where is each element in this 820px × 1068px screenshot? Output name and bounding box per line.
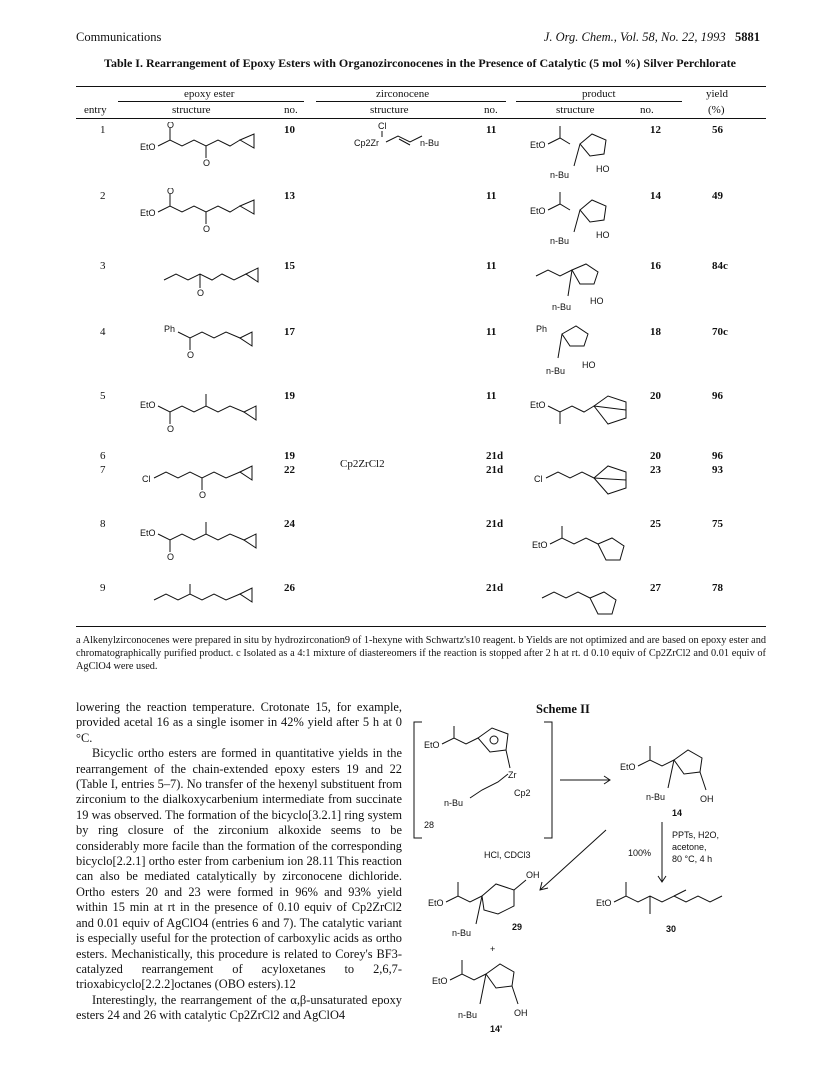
compound-14prime-label: 14' bbox=[490, 1024, 503, 1034]
nbu-label: n-Bu bbox=[552, 302, 572, 312]
zirconocene-compound-number: 11 bbox=[486, 326, 497, 338]
entry-number: 4 bbox=[100, 326, 106, 338]
compound-29-label: 29 bbox=[512, 922, 523, 932]
zirconocene-compound-number: 21d bbox=[486, 518, 504, 530]
product-compound-number: 16 bbox=[650, 260, 661, 272]
product-20-structure bbox=[530, 390, 650, 440]
ester-compound-number: 26 bbox=[284, 582, 295, 594]
eto-label: EtO bbox=[424, 740, 440, 750]
o-label: O bbox=[167, 552, 175, 562]
table-header-rule bbox=[76, 118, 766, 119]
yield-value: 96 bbox=[712, 450, 723, 462]
zirconocene-group-rule bbox=[316, 101, 506, 102]
nbu-label: n-Bu bbox=[444, 798, 464, 808]
ester-compound-number: 13 bbox=[284, 190, 295, 202]
header-zirconocene: zirconocene bbox=[376, 88, 430, 100]
zirconocene-compound-number: 21d bbox=[486, 464, 504, 476]
product-compound-number: 27 bbox=[650, 582, 661, 594]
nbu-label: n-Bu bbox=[550, 236, 570, 246]
col-zr-no: no. bbox=[484, 104, 498, 116]
col-prod-no: no. bbox=[640, 104, 654, 116]
eto-label: EtO bbox=[432, 976, 448, 986]
ho-label: HO bbox=[590, 296, 604, 306]
eto-label: EtO bbox=[620, 762, 636, 772]
epoxy-ester-15-structure bbox=[160, 258, 270, 308]
header-yield: yield bbox=[706, 88, 728, 100]
nbu-label: n-Bu bbox=[550, 170, 570, 180]
col-ester-no: no. bbox=[284, 104, 298, 116]
zr-structure-row6: Cp2ZrCl2 bbox=[340, 458, 385, 470]
product-14-structure bbox=[530, 188, 640, 252]
nbu-label: n-Bu bbox=[458, 1010, 478, 1020]
o-label: O bbox=[197, 288, 205, 298]
table-bottom-rule bbox=[76, 626, 766, 627]
product-compound-number: 20 bbox=[650, 390, 661, 402]
header-epoxy-ester: epoxy ester bbox=[184, 88, 235, 100]
ester-compound-number: 22 bbox=[284, 464, 295, 476]
col-entry: entry bbox=[84, 104, 107, 116]
zirconocene-compound-number: 11 bbox=[486, 124, 497, 136]
o-label: O bbox=[167, 424, 175, 434]
ph-label: Ph bbox=[536, 324, 548, 334]
table-top-rule bbox=[76, 86, 766, 87]
scheme-title: Scheme II bbox=[536, 702, 590, 716]
eto-label: EtO bbox=[532, 540, 548, 550]
table-caption: Table I. Rearrangement of Epoxy Esters with Organozirconocenes in the Presence of Catalytic (5 mol %) Silver Perchlorate bbox=[104, 56, 736, 70]
yield-value: 84c bbox=[712, 260, 728, 272]
zirconocene-compound-number: 11 bbox=[486, 260, 497, 272]
epoxy-ester-17-structure bbox=[164, 318, 274, 368]
yield-value: 75 bbox=[712, 518, 723, 530]
product-18-structure bbox=[536, 318, 646, 382]
epoxy-ester-22-structure bbox=[140, 454, 270, 504]
entry-number: 5 bbox=[100, 390, 106, 402]
epoxy-ester-24-structure bbox=[140, 514, 270, 564]
paragraph-2: Bicyclic ortho esters are formed in quantitative yields in the rearrangement of the chain-extended epoxy esters 19 and 22 (Table I, entries 5–7). No transfer of the hexenyl substituent from zirconium to the dialkoxycarbenium intermediate from succinate 19 was observed. The formation of the bicyclo[3.2.1] ring system by ring closure of the zirconium alkoxide seems to be considerably more facile than the formation of the corresponding bicyclo[2.2.1] ortho ester from carbenium ion 28.11 This reaction can also be mediated catalytically by zirconocene dichloride. Ortho esters 20 and 23 were formed in 96% and 93% yield within 15 min at rt in the presence of 0.10 equiv of Cp2ZrCl2 and 0.01 equiv of AgClO4 (entries 6 and 7). The catalytic variant is especially useful for the protection of carboxylic acids as ortho esters. Mechanistically, this procedure is related to Corey's BF3-catalyzed rearrangement of acyloxetanes to 2,6,7-trioxabicyclo[2.2.2]octanes (OBO esters).12 bbox=[76, 746, 402, 992]
o-label: O bbox=[167, 188, 175, 196]
entry-number: 1 bbox=[100, 124, 106, 136]
col-yield-unit: (%) bbox=[708, 104, 725, 116]
reagents-left: HCl, CDCl3 bbox=[484, 850, 531, 860]
ester-compound-number: 19 bbox=[284, 390, 295, 402]
product-group-rule bbox=[516, 101, 682, 102]
compound-14-label: 14 bbox=[672, 808, 683, 818]
ester-compound-number: 24 bbox=[284, 518, 295, 530]
ester-compound-number: 15 bbox=[284, 260, 295, 272]
yield-right: 100% bbox=[628, 848, 652, 858]
col-ester-structure: structure bbox=[172, 104, 211, 116]
cl-label: Cl bbox=[534, 474, 543, 484]
col-prod-structure: structure bbox=[556, 104, 595, 116]
product-compound-number: 18 bbox=[650, 326, 661, 338]
entry-number: 6 bbox=[100, 450, 106, 462]
paragraph-1: lowering the reaction temperature. Crotonate 15, for example, provided acetal 16 as a single isomer in 42% yield after 5 h at 0 °C. bbox=[76, 700, 402, 745]
ho-label: HO bbox=[582, 360, 596, 370]
eto-label: EtO bbox=[596, 898, 612, 908]
reagents-right-1: PPTs, H2O, bbox=[672, 830, 720, 840]
oh-label: OH bbox=[526, 870, 540, 880]
entry-number: 9 bbox=[100, 582, 106, 594]
plus-sign: + bbox=[490, 944, 496, 954]
zr-label: Zr bbox=[508, 770, 517, 780]
entry-number: 7 bbox=[100, 464, 106, 476]
ho-label: HO bbox=[596, 230, 610, 240]
eto-label: EtO bbox=[428, 898, 444, 908]
product-compound-number: 14 bbox=[650, 190, 661, 202]
zirconocene-compound-number: 11 bbox=[486, 390, 497, 402]
nbu-label: n-Bu bbox=[546, 366, 566, 376]
epoxy-ester-19-structure bbox=[140, 390, 270, 440]
journal-citation: J. Org. Chem., Vol. 58, No. 22, 1993 bbox=[543, 30, 726, 44]
product-compound-number: 20 bbox=[650, 450, 661, 462]
eto-label: EtO bbox=[140, 142, 156, 152]
reagents-right-2: acetone, bbox=[672, 842, 707, 852]
o-label: O bbox=[167, 122, 175, 130]
oh-label: OH bbox=[514, 1008, 528, 1018]
paragraph-3: Interestingly, the rearrangement of the α,β-unsaturated epoxy esters 24 and 26 with catalytic Cp2ZrCl2 and AgClO4 bbox=[76, 992, 402, 1023]
eto-label: EtO bbox=[140, 400, 156, 410]
running-header-journal bbox=[544, 30, 760, 45]
eto-label: EtO bbox=[530, 400, 546, 410]
cp2zr-label: Cp2Zr bbox=[354, 138, 380, 148]
ph-label: Ph bbox=[164, 324, 176, 334]
o-label: O bbox=[203, 224, 211, 234]
epoxy-group-rule bbox=[118, 101, 304, 102]
zirconocene-compound-number: 11 bbox=[486, 190, 497, 202]
compound-30-label: 30 bbox=[666, 924, 677, 934]
header-product: product bbox=[582, 88, 616, 100]
page-number: 5881 bbox=[735, 30, 760, 44]
eto-label: EtO bbox=[530, 140, 546, 150]
cl-label: Cl bbox=[378, 121, 387, 131]
o-label: O bbox=[203, 158, 211, 168]
yield-value: 56 bbox=[712, 124, 723, 136]
ester-compound-number: 19 bbox=[284, 450, 295, 462]
product-12-structure bbox=[530, 122, 640, 186]
product-16-structure bbox=[534, 256, 644, 320]
yield-value: 93 bbox=[712, 464, 723, 476]
nbu-label: n-Bu bbox=[420, 138, 440, 148]
zirconocene-compound-number: 21d bbox=[486, 582, 504, 594]
entry-number: 3 bbox=[100, 260, 106, 272]
product-compound-number: 23 bbox=[650, 464, 661, 476]
eto-label: EtO bbox=[530, 206, 546, 216]
ho-label: HO bbox=[596, 164, 610, 174]
table-footnotes: a Alkenylzirconocenes were prepared in situ by hydrozirconation9 of 1-hexyne with Schwartz's10 reagent. b Yields are not optimized and are based on epoxy ester and chromatographically purified product. c Isolated as a 4:1 mixture of diastereomers if the reaction is stopped after 2 h at rt. d 0.10 equiv of Cp2ZrCl2 and 0.01 equiv of AgClO4 were used. bbox=[76, 635, 766, 672]
eto-label: EtO bbox=[140, 208, 156, 218]
cl-label: Cl bbox=[142, 474, 151, 484]
epoxy-ester-10-structure bbox=[140, 122, 270, 172]
yield-value: 49 bbox=[712, 190, 723, 202]
epoxy-ester-13-structure bbox=[140, 188, 270, 238]
yield-value: 78 bbox=[712, 582, 723, 594]
zirconocene-compound-number: 21d bbox=[486, 450, 504, 462]
product-compound-number: 12 bbox=[650, 124, 661, 136]
yield-value: 70c bbox=[712, 326, 728, 338]
nbu-label: n-Bu bbox=[646, 792, 666, 802]
running-header-section: Communications bbox=[76, 30, 162, 44]
ester-compound-number: 17 bbox=[284, 326, 295, 338]
product-compound-number: 25 bbox=[650, 518, 661, 530]
yield-value: 96 bbox=[712, 390, 723, 402]
reagents-right-3: 80 °C, 4 h bbox=[672, 854, 713, 864]
eto-label: EtO bbox=[140, 528, 156, 538]
zirconocene-11-structure bbox=[354, 120, 454, 160]
nbu-label: n-Bu bbox=[452, 928, 472, 938]
product-23-structure bbox=[530, 454, 650, 504]
o-label: O bbox=[199, 490, 207, 500]
entry-number: 8 bbox=[100, 518, 106, 530]
oh-label: OH bbox=[700, 794, 714, 804]
col-zr-structure: structure bbox=[370, 104, 409, 116]
product-27-structure bbox=[538, 580, 648, 628]
entry-number: 2 bbox=[100, 190, 106, 202]
epoxy-ester-26-structure bbox=[150, 580, 270, 620]
body-text-column bbox=[76, 700, 402, 1024]
ester-compound-number: 10 bbox=[284, 124, 295, 136]
scheme-ii-diagram bbox=[410, 720, 770, 1060]
cp2-label: Cp2 bbox=[514, 788, 531, 798]
o-label: O bbox=[187, 350, 195, 360]
compound-28-label: 28 bbox=[424, 820, 435, 830]
product-25-structure bbox=[530, 514, 650, 570]
